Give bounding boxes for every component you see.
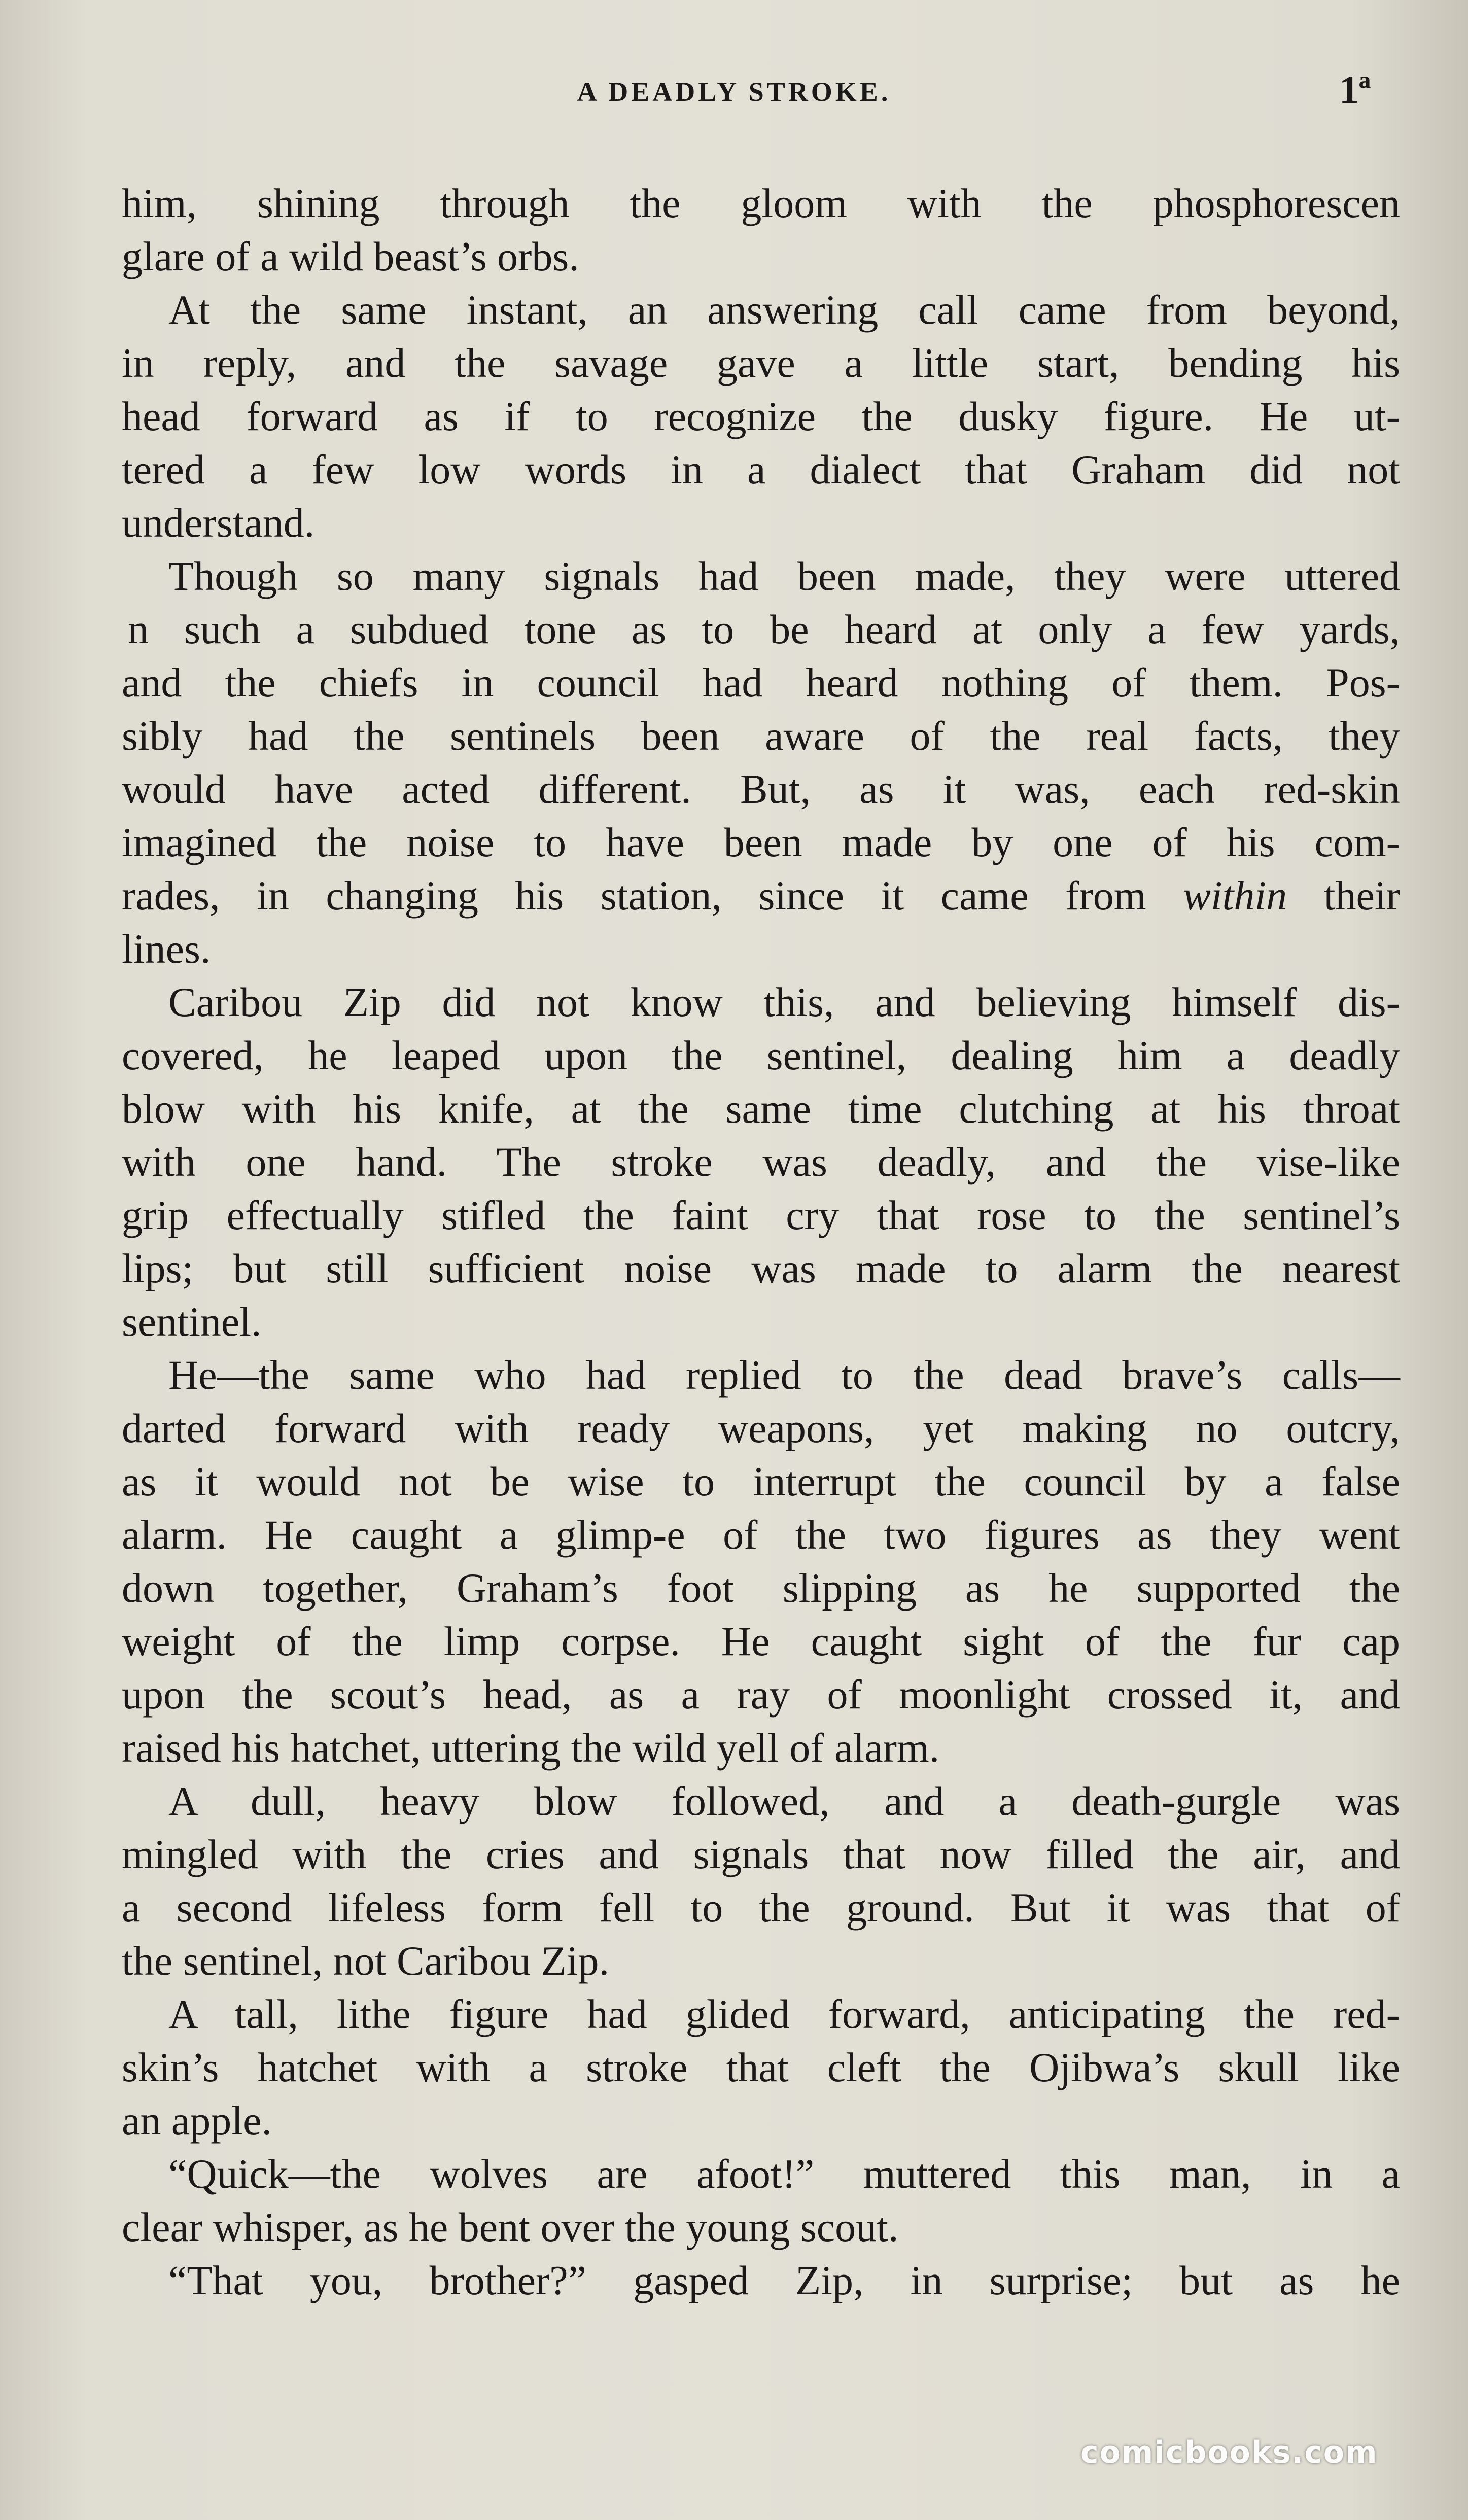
text-line: At the same instant, an answering call came from beyond,: [168, 287, 1400, 333]
text-line: Caribou Zip did not know this, and believing himself dis-: [168, 979, 1400, 1025]
text-line: weight of the limp corpse. He caught sight of the fur cap: [122, 1618, 1400, 1664]
text-line: A tall, lithe figure had glided forward, anticipating the red-: [168, 1991, 1400, 2037]
text-line: down together, Graham’s foot slipping as he supported the: [122, 1565, 1400, 1611]
text-line: a second lifeless form fell to the ground. But it was that of: [122, 1884, 1400, 1931]
text-line: would have acted different. But, as it was, each red-skin: [122, 766, 1400, 812]
text-line: an apple.: [122, 2097, 272, 2144]
text-line: lips; but still sufficient noise was made to alarm the nearest: [122, 1245, 1400, 1291]
text-line: glare of a wild beast’s orbs.: [122, 233, 579, 279]
text-line: and the chiefs in council had heard nothing of them. Pos-: [122, 659, 1400, 706]
text-line: sentinel.: [122, 1299, 262, 1345]
page-number: 1ª: [1339, 67, 1371, 112]
text-line: darted forward with ready weapons, yet making no outcry,: [122, 1405, 1400, 1451]
text-line: n such a subdued tone as to be heard at only a few yards,: [128, 606, 1400, 652]
text-line: raised his hatchet, uttering the wild yell of alarm.: [122, 1725, 940, 1771]
text-line: in reply, and the savage gave a little start, bending his: [122, 340, 1400, 386]
text-line: upon the scout’s head, as a ray of moonlight crossed it, and: [122, 1671, 1400, 1718]
running-title: A DEADLY STROKE.: [577, 77, 891, 107]
body-text: [122, 177, 1400, 2307]
text-line: Though so many signals had been made, they were uttered: [168, 553, 1400, 599]
text-line: understand.: [122, 500, 315, 546]
text-line: the sentinel, not Caribou Zip.: [122, 1938, 610, 1984]
text-line: “Quick—the wolves are afoot!” muttered this man, in a: [168, 2151, 1400, 2197]
text-line: rades, in changing his station, since it came from within their: [122, 872, 1400, 919]
text-line: sibly had the sentinels been aware of the real facts, they: [122, 713, 1400, 759]
text-line: alarm. He caught a glimp-e of the two figures as they went: [122, 1512, 1400, 1558]
text-line: head forward as if to recognize the dusky figure. He ut-: [122, 393, 1400, 439]
text-line: lines.: [122, 926, 211, 972]
text-line: him, shining through the gloom with the phosphorescen: [122, 180, 1400, 226]
watermark-logo: comicbooks.com: [1080, 2435, 1378, 2470]
text-line: mingled with the cries and signals that now filled the air, and: [122, 1831, 1400, 1877]
text-line: “That you, brother?” gasped Zip, in surprise; but as he: [168, 2257, 1400, 2303]
italic-word: within: [1183, 872, 1287, 919]
text-line: skin’s hatchet with a stroke that cleft the Ojibwa’s skull like: [122, 2044, 1400, 2090]
text-line: imagined the noise to have been made by one of his com-: [122, 819, 1400, 865]
text-line: covered, he leaped upon the sentinel, dealing him a deadly: [122, 1032, 1400, 1078]
text-line: grip effectually stifled the faint cry that rose to the sentinel’s: [122, 1192, 1400, 1238]
text-line: He—the same who had replied to the dead brave’s calls—: [168, 1352, 1400, 1398]
text-line: clear whisper, as he bent over the young scout.: [122, 2204, 899, 2250]
text-line: A dull, heavy blow followed, and a death-gurgle was: [168, 1778, 1400, 1824]
text-line: with one hand. The stroke was deadly, and the vise-like: [122, 1139, 1400, 1185]
text-line: tered a few low words in a dialect that Graham did not: [122, 446, 1400, 493]
text-line: as it would not be wise to interrupt the council by a false: [122, 1458, 1400, 1504]
text-line: blow with his knife, at the same time clutching at his throat: [122, 1086, 1400, 1132]
